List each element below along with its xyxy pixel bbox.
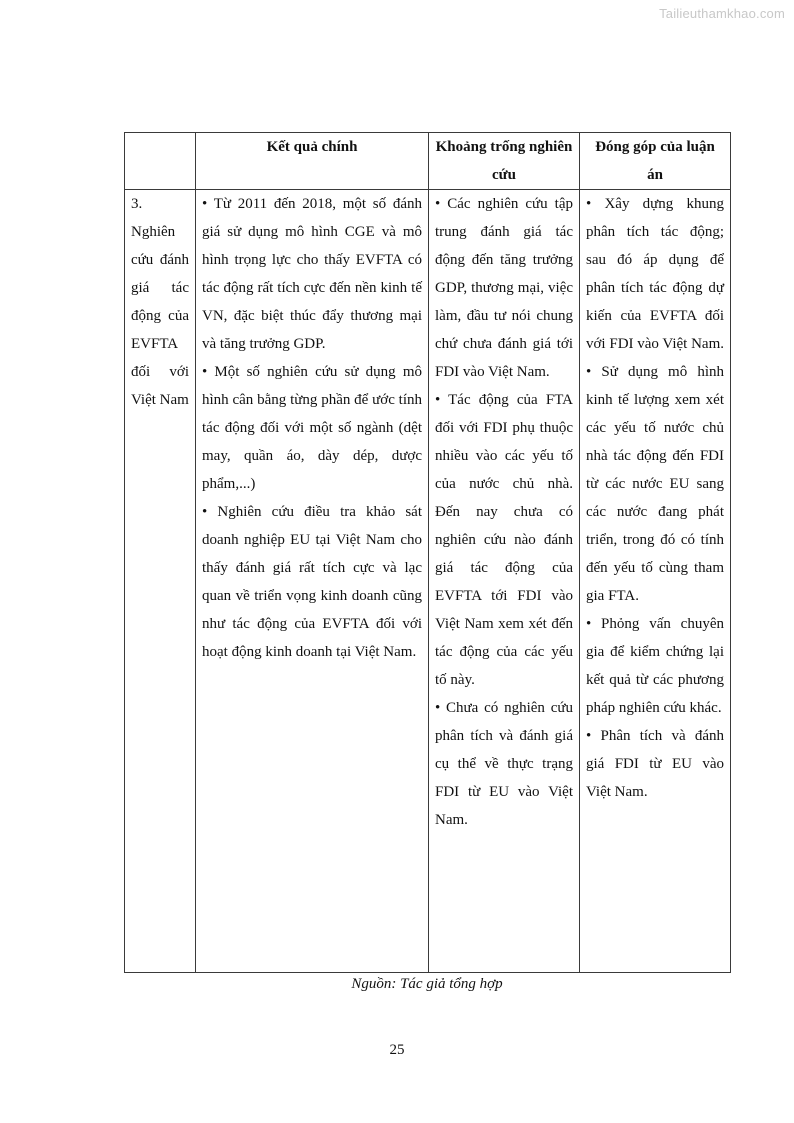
gap-item: • Các nghiên cứu tập trung đánh giá tác động đến tăng trưởng GDP, thương mại, việc làm, đầu tư nói chung chứ chưa đánh giá tới FDI vào Việt Nam. (435, 196, 573, 380)
contribution-item: • Xây dựng khung phân tích tác động; sau đó áp dụng để phân tích tác động dự kiến của EVFTA đối với FDI vào Việt Nam. (586, 196, 724, 352)
watermark-text: Tailieuthamkhao.com (659, 6, 785, 21)
gap-item: • Chưa có nghiên cứu phân tích và đánh giá cụ thể về thực trạng FDI từ EU vào Việt Nam. (435, 700, 573, 828)
header-contribution: Đóng góp của luận án (580, 133, 731, 190)
header-main-results: Kết quả chính (196, 133, 429, 190)
header-research-gap: Khoảng trống nghiên cứu (429, 133, 580, 190)
page-number: 25 (389, 1042, 405, 1058)
cell-study (125, 190, 196, 973)
table-source-note: Nguồn: Tác giả tổng hợp (351, 976, 503, 992)
result-item: • Từ 2011 đến 2018, một số đánh giá sử dụng mô hình CGE và mô hình trọng lực cho thấy EVFTA có tác động rất tích cực đến nền kinh tế VN, đặc biệt thúc đẩy thương mại và tăng trưởng GDP. (202, 196, 422, 352)
cell-research-gap (429, 190, 580, 973)
contribution-item: • Sử dụng mô hình kinh tế lượng xem xét các yếu tố nước chủ nhà tác động đến FDI từ các nước EU sang các nước đang phát triển, trong đó có tính đến yếu tố cùng tham gia FTA. (586, 364, 724, 604)
result-item: • Một số nghiên cứu sử dụng mô hình cân bằng từng phần để ước tính tác động đối với một số ngành (dệt may, quần áo, dày dép, dược phẩm,...) (202, 364, 422, 492)
contribution-item: • Phỏng vấn chuyên gia để kiểm chứng lại kết quả từ các phương pháp nghiên cứu khác. (586, 616, 724, 716)
cell-contribution (580, 190, 731, 973)
header-study (125, 133, 196, 190)
literature-review-table (124, 132, 731, 973)
cell-main-results (196, 190, 429, 973)
table-header-row (125, 133, 731, 190)
result-item: • Nghiên cứu điều tra khảo sát doanh nghiệp EU tại Việt Nam cho thấy đánh giá rất tích cực và lạc quan về triển vọng kinh doanh cũng như tác động của EVFTA đối với hoạt động kinh doanh tại Việt Nam. (202, 504, 422, 660)
table-row (125, 190, 731, 973)
contribution-item: • Phân tích và đánh giá FDI từ EU vào Việt Nam. (586, 728, 724, 800)
gap-item: • Tác động của FTA đối với FDI phụ thuộc nhiều vào các yếu tố của nước chủ nhà. Đến nay chưa có nghiên cứu nào đánh giá tác động của EVFTA tới FDI vào Việt Nam xem xét đến tác động của các yếu tố này. (435, 392, 573, 688)
study-label: 3. Nghiên cứu đánh giá tác động của EVFTA đối với Việt Nam (131, 196, 189, 408)
